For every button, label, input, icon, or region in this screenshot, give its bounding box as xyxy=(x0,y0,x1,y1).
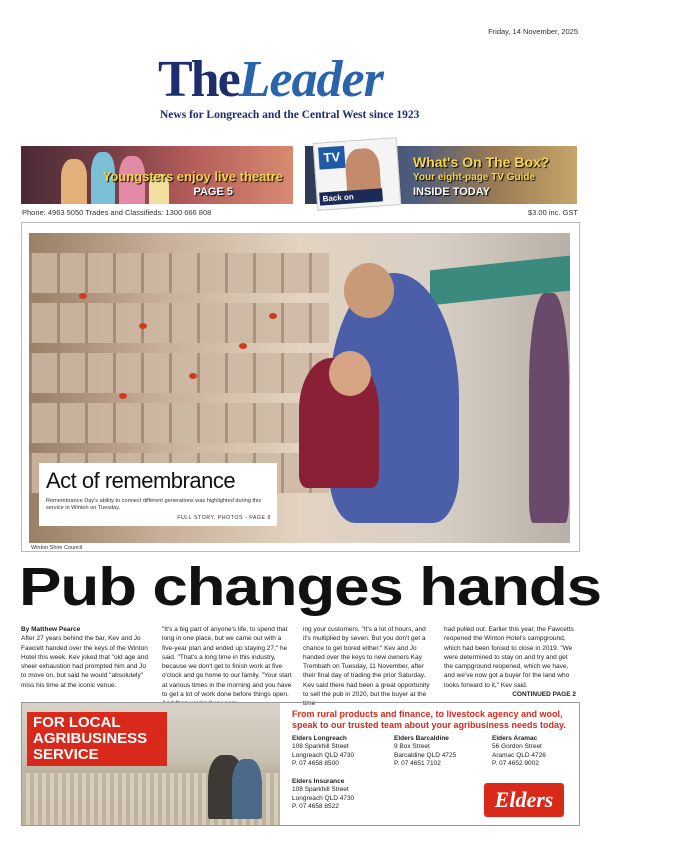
main-headline[interactable]: Pub changes hands xyxy=(19,557,601,617)
ad-photo xyxy=(22,703,280,825)
article-column-2: "It's a big part of anyone's life, to spend that long in one place, but we came out with a five-year plan and ended up staying 27," he said. "That's a long time in this industry, because we don't get to finish work at five o'clock and go home to our family. "Your start at various times in the morning and you have to get a lot of work done before things open. xyxy=(162,626,292,699)
article-text: After 27 years behind the bar, Kev and Jo Fawcett handed over the keys of the Winton Hotel this week. Kev joked that "old age and sheer exhaustion had prompted him and Jo to move on, but said he would "absolutely" miss his time at the iconic venue. xyxy=(21,635,148,689)
branch-barcaldine xyxy=(394,735,456,768)
woman-head xyxy=(344,263,394,318)
article-text: had pulled out. Earlier this year, the Fawcetts reopened the Winton Hotel's campground, which had been forced to close in 2019. "We were determined to stay on and try and get the campground reopened, which we have, and we've now got a buyer for the land who looks forward to it," Kev said. xyxy=(444,626,574,689)
branch-address: 108 Sparkhill Street xyxy=(292,786,349,794)
cover-price: $3.00 inc. GST xyxy=(527,208,578,217)
branch-name: Elders Barcaldine xyxy=(394,735,449,742)
poppy-icon xyxy=(269,313,277,319)
cover-headline: Back on xyxy=(319,188,383,205)
poppy-icon xyxy=(139,323,147,329)
masthead-logo[interactable] xyxy=(158,50,383,110)
contact-phone: Phone: 4963 5050 Trades and Classifieds: 1300 666 808 xyxy=(22,208,212,217)
photo-caption xyxy=(39,463,277,526)
branch-address: 108 Sparkhill Street xyxy=(292,743,349,751)
poppy-icon xyxy=(189,373,197,379)
issue-date: Friday, 14 November, 2025 xyxy=(488,27,578,36)
poppy-icon xyxy=(239,343,247,349)
branch-name: Elders Longreach xyxy=(292,735,347,742)
teaser-theatre[interactable] xyxy=(21,146,293,204)
teaser-theatre-page: PAGE 5 xyxy=(193,186,233,198)
plaque-wall xyxy=(29,403,329,443)
masthead-leader: Leader xyxy=(238,51,383,108)
lead-photo-frame xyxy=(21,222,580,552)
branch-name: Elders Aramac xyxy=(492,735,538,742)
branch-longreach xyxy=(292,735,354,768)
caption-text: Remembrance Day's ability to connect different generations was highlighted during this service in Winton on Tuesday. xyxy=(46,498,262,511)
poppy-icon xyxy=(79,293,87,299)
branch-phone: P. 07 4652 9002 xyxy=(492,759,539,767)
elders-logo[interactable]: Elders xyxy=(484,783,564,817)
branch-name: Elders Insurance xyxy=(292,778,345,785)
teaser-tv-title: What's On The Box? xyxy=(413,154,550,170)
ad-headline: From rural products and finance, to livestock agency and wool, speak to our trusted team about your agribusiness needs today. xyxy=(292,709,566,730)
tv-logo: TV xyxy=(318,146,345,170)
lead-photo[interactable] xyxy=(29,233,570,551)
branch-address: 9 Box Street xyxy=(394,743,430,751)
ad-service-box: FOR LOCAL AGRIBUSINESS SERVICE xyxy=(27,712,167,766)
performer-figure xyxy=(61,159,87,204)
plaque-wall xyxy=(29,353,329,393)
branch-town: Longreach QLD 4730 xyxy=(292,751,355,759)
branch-aramac xyxy=(492,735,546,768)
article-column-3: ing your customers. "It's a lot of hours, and it's multiplied by seven. But you don't get a chance to get bored either." Kev and Jo handed over the keys to new owners Kay Trembath on Tuesday, 11 November, after their final day of trading the prior Saturday. Kev said there had been a great opportunity to sell the pub in 2020, but the buyer at the time xyxy=(303,626,430,708)
branch-town: Longreach QLD 4730 xyxy=(292,794,355,802)
farmer-figure xyxy=(232,759,262,819)
boy-head xyxy=(329,351,371,396)
branch-town: Aramac QLD 4726 xyxy=(492,751,546,759)
branch-phone: P. 07 4651 7102 xyxy=(394,759,441,767)
elders-advertisement[interactable] xyxy=(21,702,580,826)
teaser-tv-guide[interactable] xyxy=(305,146,577,204)
article-column-4 xyxy=(444,625,576,699)
teaser-tv-subtitle: Your eight-page TV Guide xyxy=(413,172,536,183)
branch-insurance xyxy=(292,778,354,811)
caption-story-link[interactable]: FULL STORY, PHOTOS - PAGE 8 xyxy=(177,515,271,521)
branch-phone: P. 07 4658 8500 xyxy=(292,759,339,767)
continued-link[interactable]: CONTINUED PAGE 2 xyxy=(512,691,576,699)
teaser-theatre-title: Youngsters enjoy live theatre xyxy=(102,169,283,184)
photo-credit: Winton Shire Council xyxy=(31,545,83,551)
poppy-icon xyxy=(119,393,127,399)
article-column-1 xyxy=(21,625,153,690)
masthead-tagline: News for Longreach and the Central West since 1923 xyxy=(160,109,420,121)
tv-guide-cover xyxy=(313,137,402,211)
branch-phone: P. 07 4658 8522 xyxy=(292,802,339,810)
masthead-the: The xyxy=(158,51,239,108)
plaque-wall xyxy=(29,253,329,293)
branch-town: Barcaldine QLD 4725 xyxy=(394,751,457,759)
byline: By Matthew Pearce xyxy=(21,626,81,633)
plaque-wall xyxy=(29,303,329,343)
teaser-tv-inside: INSIDE TODAY xyxy=(413,186,491,198)
caption-title: Act of remembrance xyxy=(46,468,236,493)
background-person xyxy=(529,293,569,523)
branch-address: 56 Gordon Street xyxy=(492,743,542,751)
